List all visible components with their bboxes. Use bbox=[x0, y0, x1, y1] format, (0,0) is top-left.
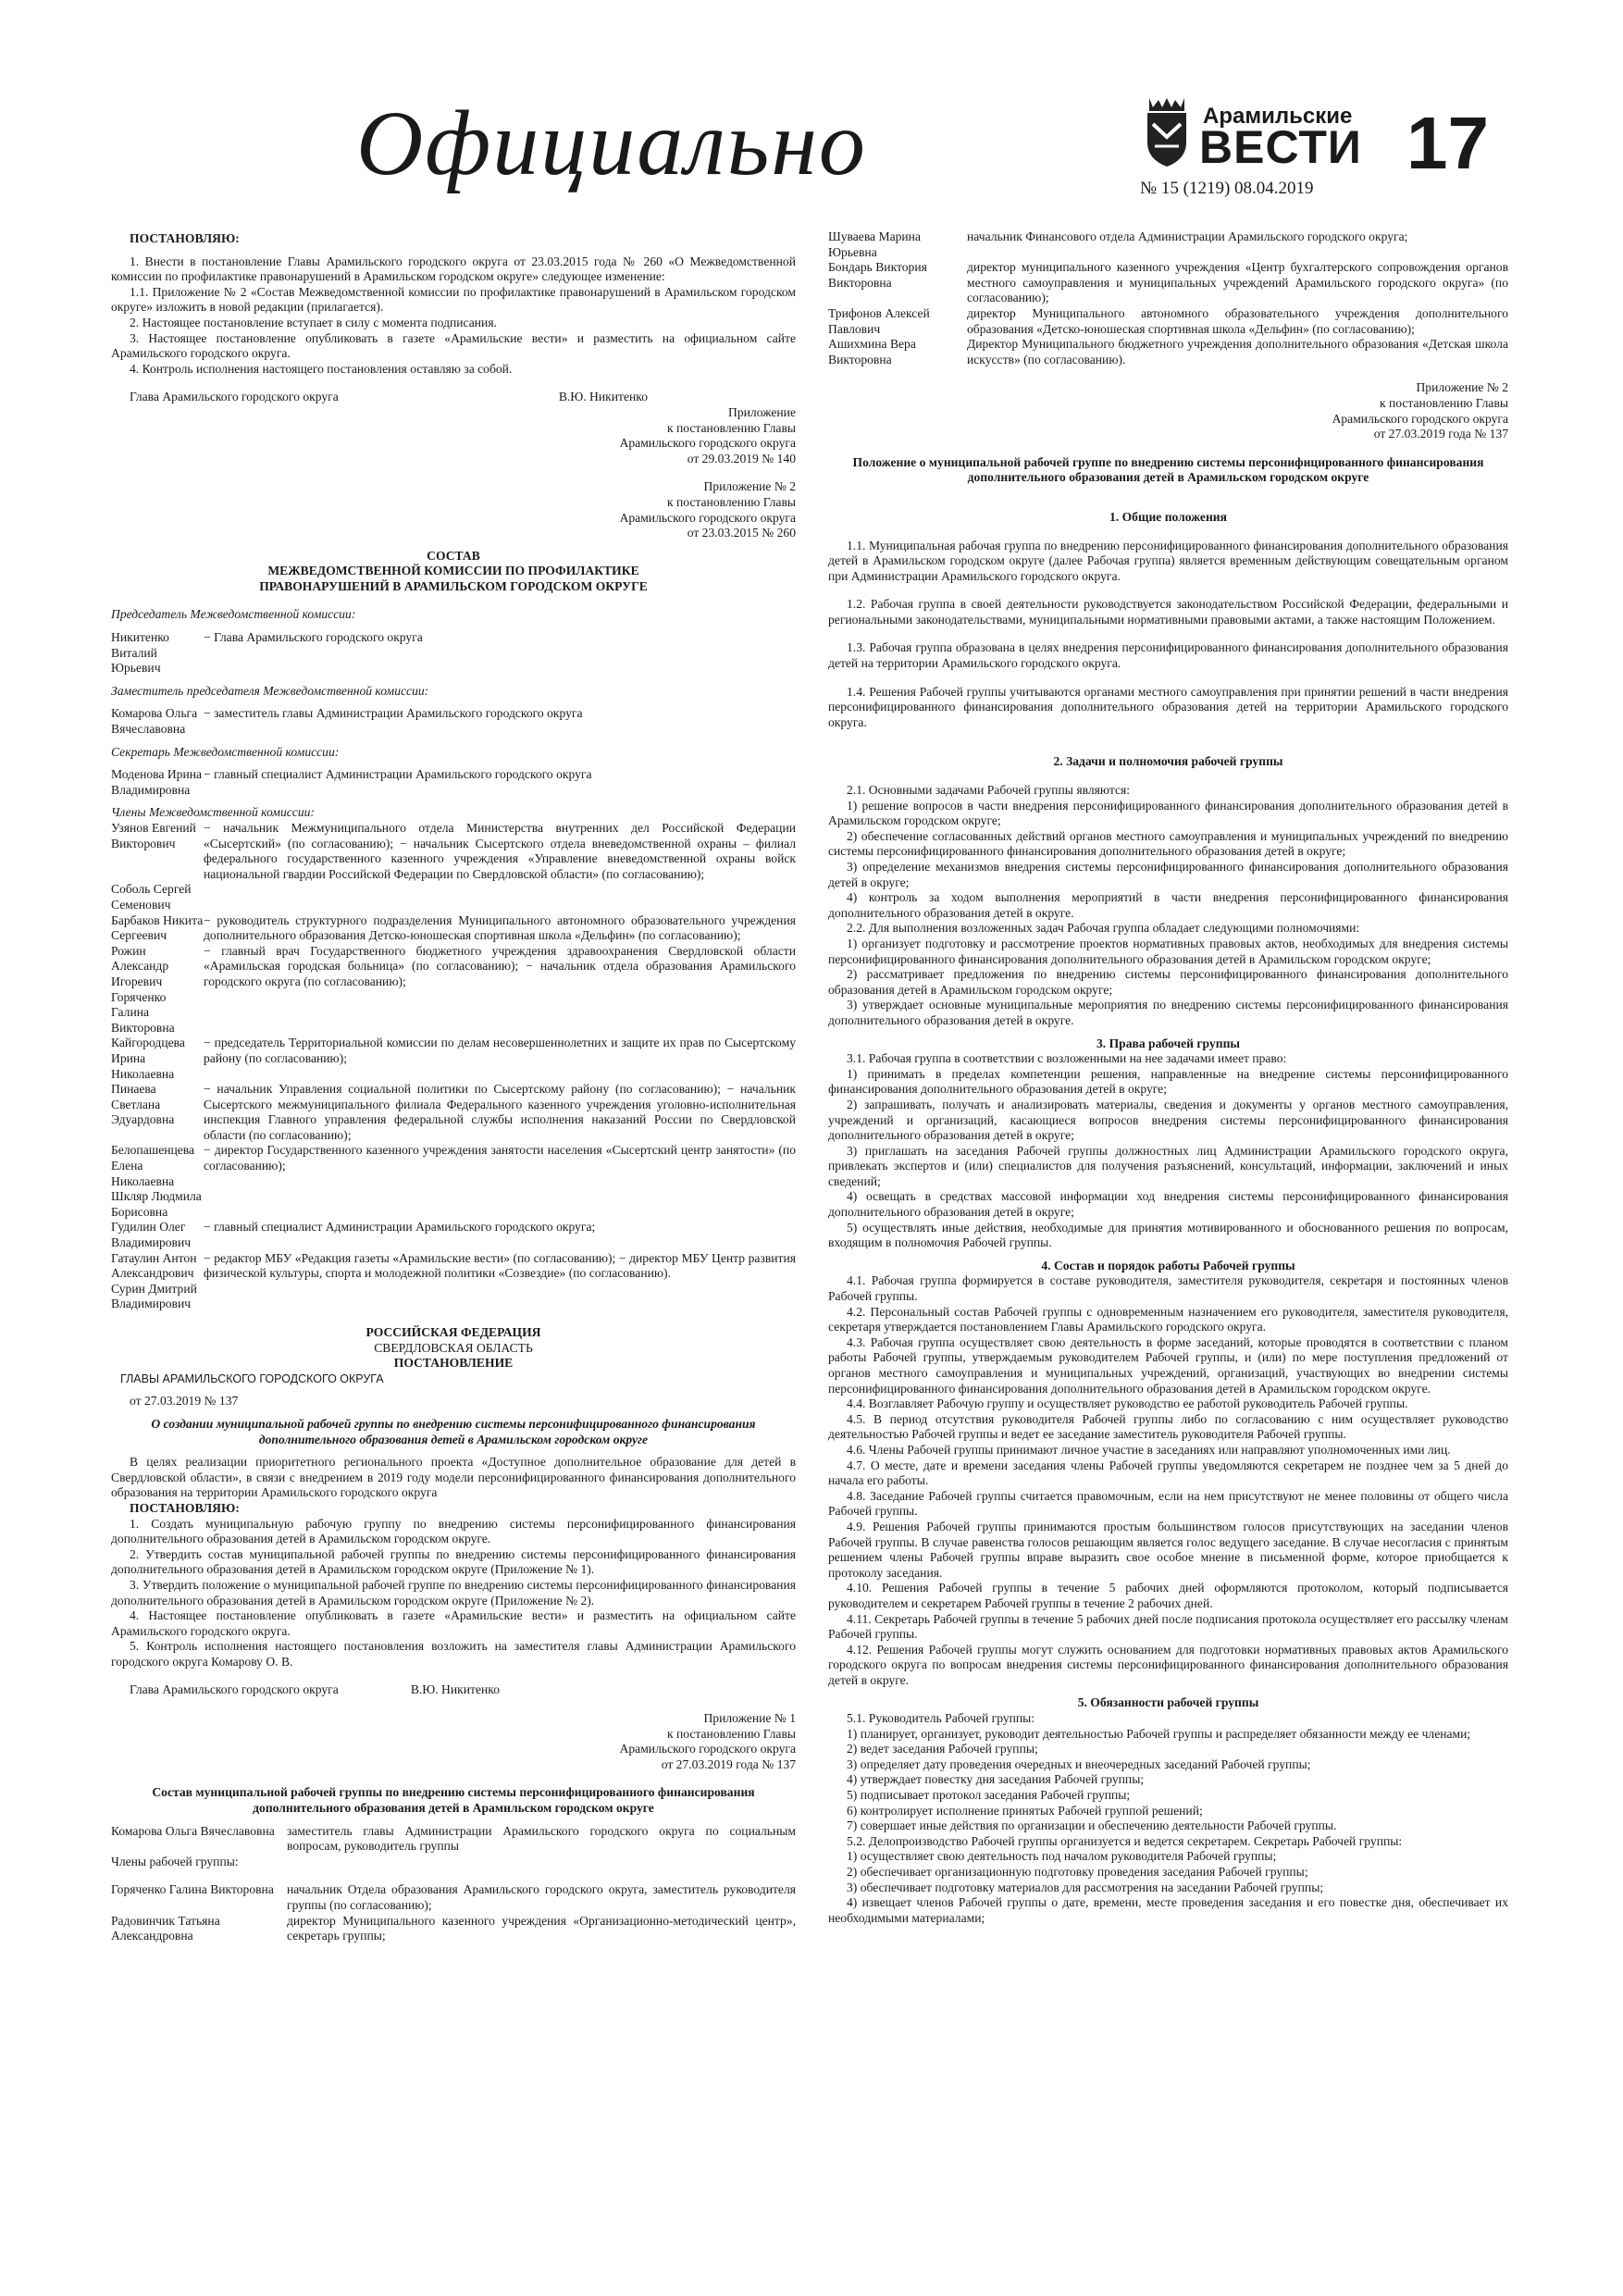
member-name: Шуваева Марина Юрьевна bbox=[828, 230, 921, 259]
member-desc: − главный врач Государственного бюджетного учреждения здравоохранения Свердловской области «Арамильская городская больница» (по согласованию); − начальник отдела образования Арамильского городского округа (по согласованию); bbox=[204, 943, 796, 988]
member-row bbox=[111, 706, 796, 737]
regulation-title: Положение о муниципальной рабочей группе по внедрению системы персонифицированного финансирования дополнительного образования детей в Арамильском городском округе bbox=[852, 454, 1484, 485]
item: 1. Создать муниципальную рабочую группу по внедрению системы персонифицированного финансирования дополнительного образования детей в Арамильском городском округе. bbox=[111, 1516, 796, 1546]
head-line: ГЛАВЫ АРАМИЛЬСКОГО ГОРОДСКОГО ОКРУГА bbox=[120, 1371, 384, 1385]
paragraph: 3) приглашать на заседания Рабочей группы должностных лиц Администрации Арамильского городского округа, привлекать экспертов и (или) специалистов для получения разъяснений, консультаций, информации, заключений и иных сведений; bbox=[828, 1143, 1508, 1188]
member-name: Сурин Дмитрий Владимирович bbox=[111, 1281, 197, 1311]
right-column bbox=[828, 230, 1508, 1926]
logo-big-text: ВЕСТИ bbox=[1199, 121, 1362, 173]
wg-members-label: Члены рабочей группы: bbox=[111, 1854, 239, 1868]
members-label: Члены Межведомственной комиссии: bbox=[111, 805, 315, 820]
item: 3. Утвердить положение о муниципальной рабочей группе по внедрению системы персонифицированного финансирования дополнительного образования детей в Арамильском городском округе (Приложение № 2). bbox=[111, 1577, 796, 1607]
signature-line bbox=[130, 1682, 500, 1698]
paragraph: 1) принимать в пределах компетенции решения, направленные на внедрение системы персонифицированного финансирования дополнительного образования детей в округе; bbox=[828, 1066, 1508, 1097]
member-row bbox=[111, 1036, 796, 1082]
member-name: Трифонов Алексей Павлович bbox=[828, 305, 930, 336]
deputy-label: Заместитель председателя Межведомственной комиссии: bbox=[111, 683, 429, 698]
item: 3. Настоящее постановление опубликовать в газете «Арамильские вести» и разместить на официальном сайте Арамильского городского округа. bbox=[111, 330, 796, 361]
item: 4. Настоящее постановление опубликовать в газете «Арамильские вести» и разместить на официальном сайте Арамильского городского округа. bbox=[111, 1608, 796, 1638]
paragraph: 3) утверждает основные муниципальные мероприятия по внедрению системы персонифицированного финансирования дополнительного образования детей в округе. bbox=[828, 998, 1508, 1027]
paragraph: 4) освещать в средствах массовой информации ход внедрения системы персонифицированного финансирования дополнительного образования детей в округе; bbox=[828, 1189, 1508, 1220]
annex-line: Приложение № 1 bbox=[703, 1711, 796, 1726]
title-line: СОСТАВ bbox=[427, 548, 480, 563]
item: 5. Контроль исполнения настоящего постановления возложить на заместителя главы Администрации Арамильского городского округа Комарову О. В. bbox=[111, 1639, 796, 1669]
logo-small-text: Арамильские bbox=[1203, 104, 1353, 129]
item: 1. Внести в постановление Главы Арамильского городского округа от 23.03.2015 года № 260 «О Межведомственной комиссии по профилактике правонарушений в Арамильском городском округе» следующее изменение: bbox=[111, 254, 796, 284]
preamble: В целях реализации приоритетного регионального проекта «Доступное дополнительное образование для детей в Свердловской области», в связи с внедрением в 2019 году модели персонифицированного финансирования дополнительного образования на территории Арамильского городского округа bbox=[111, 1455, 796, 1500]
paragraph: 5) подписывает протокол заседания Рабочей группы; bbox=[847, 1788, 1131, 1803]
member-name: Гатаулин Антон Александрович bbox=[111, 1250, 197, 1281]
resolve-heading: ПОСТАНОВЛЯЮ: bbox=[130, 231, 240, 245]
newspaper-logo bbox=[1140, 85, 1371, 178]
member-row bbox=[111, 767, 796, 798]
paragraph: 2) обеспечивает организационную подготовку проведения заседания Рабочей группы; bbox=[847, 1865, 1308, 1879]
member-row bbox=[828, 230, 1508, 260]
chair-label: Председатель Межведомственной комиссии: bbox=[111, 607, 356, 622]
section-heading: 3. Права рабочей группы bbox=[1096, 1036, 1241, 1050]
paragraph: 4.9. Решения Рабочей группы принимаются простым большинством голосов присутствующих на заседании членов Рабочей группы. В случае равенства голосов решающим является голос ведущего заседание. В случае несогласия с принятым решением члены Рабочей группы вправе выразить свое особое мнение в письменной форме, которое приобщается к протоколу заседания. bbox=[828, 1519, 1508, 1580]
member-row bbox=[111, 990, 796, 1036]
member-desc: директор Муниципального автономного образовательного учреждения дополнительного образования «Детско-юношеская спортивная школа «Дельфин» (по согласованию); bbox=[967, 305, 1508, 336]
member-desc: − редактор МБУ «Редакция газеты «Арамильские вести» (по согласованию); − директор МБУ Центр развития физической культуры, спорта и молодежной политики «Созвездие» (по согласованию). bbox=[204, 1250, 796, 1281]
paragraph: 2.2. Для выполнения возложенных задач Рабочая группа обладает следующими полномочиями: bbox=[847, 921, 1360, 936]
member-name: Радовинчик Татьяна Александровна bbox=[111, 1913, 220, 1943]
member-row bbox=[828, 337, 1508, 367]
signature-line bbox=[130, 390, 648, 405]
annex-line: от 27.03.2019 года № 137 bbox=[1373, 427, 1508, 441]
title-line: МЕЖВЕДОМСТВЕННОЙ КОМИССИИ ПО ПРОФИЛАКТИКЕ bbox=[267, 564, 639, 578]
signature-name: В.Ю. Никитенко bbox=[410, 1682, 500, 1697]
annex-line: Приложение № 2 bbox=[703, 479, 796, 494]
annex-line: от 23.03.2015 № 260 bbox=[687, 526, 796, 540]
paragraph: 5) осуществлять иные действия, необходимые для принятия мотивированного и обоснованного решения по вопросам, входящим в полномочия Рабочей группы. bbox=[828, 1220, 1508, 1250]
paragraph: 1.1. Муниципальная рабочая группа по внедрению персонифицированного финансирования дополнительного образования детей в Арамильском городском округе (далее Рабочая группа) является временным действующим совещательным органом при Администрации Арамильского городского округа. bbox=[828, 538, 1508, 583]
country-line: РОССИЙСКАЯ ФЕДЕРАЦИЯ bbox=[365, 1325, 541, 1339]
decree-date: от 27.03.2019 № 137 bbox=[130, 1394, 239, 1409]
member-row bbox=[828, 306, 1508, 337]
member-desc: − председатель Территориальной комиссии по делам несовершеннолетних и защите их прав по Сысертскому району (по согласованию); bbox=[204, 1036, 796, 1065]
member-desc bbox=[204, 1189, 796, 1220]
member-row bbox=[111, 1882, 796, 1913]
paragraph: 1.3. Рабочая группа образована в целях внедрения персонифицированного финансирования дополнительного образования детей на территории Арамильского городского округа. bbox=[828, 640, 1508, 671]
paragraph: 4.12. Решения Рабочей группы могут служить основанием для подготовки нормативных правовых актов Арамильского городского округа по вопросам внедрения системы персонифицированного финансирования дополнительного образования детей в округе. bbox=[828, 1642, 1508, 1687]
member-row bbox=[828, 260, 1508, 306]
member-name: Гудилин Олег Владимирович bbox=[111, 1220, 192, 1250]
member-desc: − начальник Управления социальной политики по Сысертскому району (по согласованию); − начальник Сысертского межмуниципального филиала Федерального казенного учреждения уголовно-исполнительная инспекция Главного управления федеральной службы исполнения наказаний России по Свердловской области (по согласованию); bbox=[204, 1082, 796, 1142]
paragraph: 4.7. О месте, дате и времени заседания члены Рабочей группы уведомляются секретарем не позднее чем за 5 дней до начала его работы. bbox=[828, 1458, 1508, 1488]
annex-line: Арамильского городского округа bbox=[619, 510, 796, 525]
member-name: Шкляр Людмила Борисовна bbox=[111, 1189, 202, 1219]
member-desc: начальник Отдела образования Арамильского городского округа, заместитель руководителя группы (по согласованию); bbox=[287, 1882, 796, 1912]
member-desc: − заместитель главы Администрации Арамильского городского округа bbox=[204, 706, 583, 721]
item: 2. Настоящее постановление вступает в силу с момента подписания. bbox=[130, 315, 497, 329]
member-name: Соболь Сергей Семенович bbox=[111, 882, 192, 912]
member-name: Барбаков Никита Сергеевич bbox=[111, 912, 204, 943]
paragraph: 6) контролирует исполнение принятых Рабочей группой решений; bbox=[847, 1803, 1203, 1818]
paragraph: 4.11. Секретарь Рабочей группы в течение 5 рабочих дней после подписания протокола осуществляет его рассылку членам Рабочей группы. bbox=[828, 1611, 1508, 1642]
paragraph: 4.1. Рабочая группа формируется в составе руководителя, заместителя руководителя, секретаря и постоянных членов Рабочей группы. bbox=[828, 1273, 1508, 1304]
member-name: Комарова Ольга Вячеславовна bbox=[111, 1823, 275, 1838]
member-desc bbox=[204, 990, 796, 1036]
member-row bbox=[111, 1914, 796, 1944]
title-line: ПРАВОНАРУШЕНИЙ В АРАМИЛЬСКОМ ГОРОДСКОМ ОКРУГЕ bbox=[259, 578, 648, 593]
page-header bbox=[0, 0, 1623, 222]
member-desc: − начальник Межмуниципального отдела Министерства внутренних дел Российской Федерации «Сысертский» (по согласованию); − начальник Сысертского отдела вневедомственной охраны – филиал федерального государственного казенного учреждения «Управление вневедомственной охраны войск национальной гвардии Российской Федерации по Свердловской области» (по согласованию); bbox=[204, 821, 796, 881]
member-name: Бондарь Виктория Викторовна bbox=[828, 260, 927, 290]
region-line: СВЕРДЛОВСКАЯ ОБЛАСТЬ bbox=[374, 1340, 533, 1355]
annex-line: Приложение № 2 bbox=[1416, 380, 1508, 395]
paragraph: 4.5. В период отсутствия руководителя Рабочей группы либо по согласованию с ним осуществляет руководство деятельностью Рабочей группы и ведет ее заседание заместитель руководителя Рабочей группы. bbox=[828, 1411, 1508, 1442]
left-column bbox=[111, 231, 796, 1944]
annex-block bbox=[111, 479, 796, 540]
paragraph: 3.1. Рабочая группа в соответствии с возложенными на нее задачами имеет право: bbox=[847, 1051, 1287, 1066]
member-desc: − главный специалист Администрации Арамильского городского округа bbox=[204, 767, 592, 782]
paragraph: 2) ведет заседания Рабочей группы; bbox=[847, 1742, 1038, 1756]
member-row bbox=[111, 1220, 796, 1250]
paragraph: 1) решение вопросов в части внедрения персонифицированного финансирования дополнительного образования детей в Арамильском городском округе; bbox=[828, 798, 1508, 828]
member-row bbox=[111, 821, 796, 882]
section-heading: 5. Обязанности рабочей группы bbox=[1077, 1695, 1259, 1710]
member-desc bbox=[204, 882, 796, 912]
paragraph: 1.4. Решения Рабочей группы учитываются органами местного самоуправления при принятии решений в части внедрения персонифицированного финансирования дополнительного образования детей на территории Арамильского городского округа. bbox=[828, 684, 1508, 729]
member-name: Горяченко Галина Викторовна bbox=[111, 1882, 274, 1897]
decree-title: О создании муниципальной рабочей группы по внедрению системы персонифицированного финансирования дополнительного образования детей в Арамильском городском округе bbox=[151, 1416, 756, 1446]
annex-line: к постановлению Главы bbox=[666, 1726, 796, 1741]
member-row bbox=[111, 1282, 796, 1312]
member-row bbox=[111, 1189, 796, 1220]
paragraph: 2) обеспечение согласованных действий органов местного самоуправления и муниципальных учреждений по внедрению системы персонифицированного финансирования дополнительного образования детей в округе; bbox=[828, 828, 1508, 859]
member-name: Пинаева Светлана Эдуардовна bbox=[111, 1082, 175, 1127]
paragraph: 5.1. Руководитель Рабочей группы: bbox=[847, 1711, 1035, 1726]
paragraph: 3) обеспечивает подготовку материалов для рассмотрения на заседании Рабочей группы; bbox=[847, 1880, 1324, 1894]
decree-line: ПОСТАНОВЛЕНИЕ bbox=[393, 1356, 514, 1371]
paragraph: 2) запрашивать, получать и анализировать материалы, сведения и документы у органов местного самоуправления, учреждений и организаций, касающиеся вопросов внедрения системы персонифицированного финансирования дополнительного образования детей в округе; bbox=[828, 1097, 1508, 1143]
paragraph: 4.4. Возглавляет Рабочую группу и осуществляет руководство ее работой руководитель Рабочей группы. bbox=[847, 1396, 1408, 1411]
signature-role: Глава Арамильского городского округа bbox=[130, 390, 339, 404]
paragraph: 4.10. Решения Рабочей группы в течение 5 рабочих дней оформляются протоколом, который подписывается руководителем и секретарем Рабочей группы в течение 2 рабочих дней. bbox=[828, 1581, 1508, 1610]
section-heading: 2. Задачи и полномочия рабочей группы bbox=[1053, 754, 1283, 769]
member-desc: директор Муниципального казенного учреждения «Организационно-методический центр», секретарь группы; bbox=[287, 1913, 796, 1943]
member-desc: Директор Муниципального бюджетного учреждения дополнительного образования «Детская школа искусств» (по согласованию). bbox=[967, 337, 1508, 366]
paragraph: 4.6. Члены Рабочей группы принимают личное участие в заседаниях или направляют уполномоченных ими лиц. bbox=[847, 1442, 1451, 1457]
member-desc: заместитель главы Администрации Арамильского городского округа по социальным вопросам, руководитель группы bbox=[287, 1823, 796, 1854]
paragraph: 4.3. Рабочая группа осуществляет свою деятельность в форме заседаний, которые проводятся в соответствии с планом работы Рабочей группы, утверждаемым руководителем Рабочей группы, и (или) по мере поступления предложений от органов местного самоуправления и муниципальных учреждений, организаций, участвующих во внедрении системы персонифицированного финансирования дополнительного образования детей в Арамильском городском округе. bbox=[828, 1334, 1508, 1396]
annex-block bbox=[111, 1711, 796, 1772]
paragraph: 4) утверждает повестку дня заседания Рабочей группы; bbox=[847, 1772, 1145, 1787]
paragraph: 3) определение механизмов внедрения системы персонифицированного финансирования дополнительного образования детей в округе; bbox=[828, 860, 1508, 889]
annex-line: Приложение bbox=[728, 404, 796, 419]
item: 1.1. Приложение № 2 «Состав Межведомственной комиссии по профилактике правонарушений в Арамильском городском округе» изложить в новой редакции (прилагается). bbox=[111, 284, 796, 315]
paragraph: 4) контроль за ходом выполнения мероприятий в части внедрения персонифицированного финансирования дополнительного образования детей в округе. bbox=[828, 890, 1508, 920]
member-name: Моденова Ирина Владимировна bbox=[111, 767, 203, 797]
signature-role: Глава Арамильского городского округа bbox=[130, 1682, 339, 1697]
member-desc: − директор Государственного казенного учреждения занятости населения «Сысертский центр занятости» (по согласованию); bbox=[204, 1143, 796, 1173]
annex-line: Арамильского городского округа bbox=[619, 1742, 796, 1756]
member-row bbox=[111, 1251, 796, 1282]
paragraph: 1) планирует, организует, руководит деятельностью Рабочей группы и распределяет обязанности между ее членами; bbox=[847, 1726, 1471, 1741]
paragraph: 7) совершает иные действия по организации и обеспечению деятельности Рабочей группы. bbox=[847, 1818, 1337, 1833]
decree-header bbox=[111, 1325, 796, 1371]
annex-block bbox=[111, 405, 796, 466]
member-name: Горяченко Галина Викторовна bbox=[111, 989, 175, 1035]
secretary-label: Секретарь Межведомственной комиссии: bbox=[111, 744, 340, 759]
member-name: Кайгородцева Ирина Николаевна bbox=[111, 1036, 185, 1081]
issue-info: № 15 (1219) 08.04.2019 bbox=[1140, 179, 1314, 198]
workgroup-title: Состав муниципальной рабочей группы по внедрению системы персонифицированного финансирования дополнительного образования детей в Арамильском городском округе bbox=[152, 1785, 755, 1816]
member-desc: начальник Финансового отдела Администрации Арамильского городского округа; bbox=[967, 230, 1408, 243]
member-row bbox=[111, 630, 796, 676]
annex-line: к постановлению Главы bbox=[666, 420, 796, 435]
signature-name: В.Ю. Никитенко bbox=[558, 390, 648, 404]
member-name: Узянов Евгений Викторович bbox=[111, 821, 196, 850]
member-desc: директор муниципального казенного учреждения «Центр бухгалтерского сопровождения органов местного самоуправления и муниципальных учреждений Арамильского городского округа» (по согласованию); bbox=[967, 260, 1508, 305]
member-desc bbox=[204, 1282, 796, 1312]
section-heading: 1. Общие положения bbox=[1109, 509, 1227, 524]
paragraph: 1) организует подготовку и рассмотрение проектов нормативных правовых актов, необходимых для внедрения системы персонифицированного финансирования дополнительного образования детей в Арамильском городском округе; bbox=[828, 936, 1508, 966]
paragraph: 1) осуществляет свою деятельность под началом руководителя Рабочей группы; bbox=[847, 1849, 1277, 1864]
member-name: Ашихмина Вера Викторовна bbox=[828, 337, 916, 366]
annex-line: к постановлению Главы bbox=[1379, 395, 1508, 410]
resolve-heading: ПОСТАНОВЛЯЮ: bbox=[130, 1500, 240, 1515]
member-row bbox=[111, 1824, 796, 1855]
member-row bbox=[111, 944, 796, 990]
member-row bbox=[111, 1082, 796, 1143]
member-name: Белопашенцева Елена Николаевна bbox=[111, 1143, 195, 1188]
member-desc: − Глава Арамильского городского округа bbox=[204, 630, 423, 645]
item: 2. Утвердить состав муниципальной рабочей группы по внедрению системы персонифицированного финансирования дополнительного образования детей в Арамильском городском округе (Приложение № 1). bbox=[111, 1546, 796, 1577]
annex-line: Арамильского городского округа bbox=[1332, 411, 1508, 426]
annex-block bbox=[828, 380, 1508, 441]
member-row bbox=[111, 913, 796, 944]
section-heading: 4. Состав и порядок работы Рабочей группы bbox=[1041, 1258, 1295, 1272]
composition-title bbox=[111, 549, 796, 595]
member-desc: − главный специалист Администрации Арамильского городского округа; bbox=[204, 1220, 596, 1235]
annex-line: к постановлению Главы bbox=[666, 494, 796, 509]
item: 4. Контроль исполнения настоящего постановления оставляю за собой. bbox=[130, 361, 513, 376]
paragraph: 4) извещает членов Рабочей группы о дате, времени, месте проведения заседания и его повестке дня, обеспечивает их необходимыми материалами; bbox=[828, 1895, 1508, 1925]
member-desc: − руководитель структурного подразделения Муниципального автономного образовательного учреждения дополнительного образования Детско-юношеская спортивная школа «Дельфин» (по согласованию); bbox=[204, 912, 796, 943]
paragraph: 4.2. Персональный состав Рабочей группы с одновременным назначением его руководителя, заместителя руководителя, секретаря утверждается постановлением Главы Арамильского городского округа. bbox=[828, 1304, 1508, 1334]
member-row bbox=[111, 882, 796, 912]
member-name: Комарова Ольга Вячеславовна bbox=[111, 706, 198, 737]
paragraph: 1.2. Рабочая группа в своей деятельности руководствуется законодательством Российской Федерации, федеральными и региональными законодательствами, муниципальными нормативными правовыми актами, а также настоящим Положением. bbox=[828, 597, 1508, 627]
paragraph: 4.8. Заседание Рабочей группы считается правомочным, если на нем присутствуют не менее половины от общего числа Рабочей группы. bbox=[828, 1488, 1508, 1519]
annex-line: от 27.03.2019 года № 137 bbox=[661, 1756, 796, 1771]
member-name: Рожин Александр Игоревич bbox=[111, 943, 169, 988]
paragraph: 5.2. Делопроизводство Рабочей группы организуется и ведется секретарем. Секретарь Рабочей группы: bbox=[847, 1833, 1403, 1848]
annex-line: Арамильского городского округа bbox=[619, 436, 796, 451]
member-name: Никитенко Виталий Юрьевич bbox=[111, 630, 169, 676]
paragraph: 2.1. Основными задачами Рабочей группы являются: bbox=[847, 783, 1131, 798]
member-row bbox=[111, 1143, 796, 1189]
annex-line: от 29.03.2019 № 140 bbox=[687, 451, 796, 465]
paragraph: 3) определяет дату проведения очередных и внеочередных заседаний Рабочей группы; bbox=[847, 1756, 1311, 1771]
paragraph: 2) рассматривает предложения по внедрению системы персонифицированного финансирования дополнительного образования детей в Арамильском городском округе; bbox=[828, 967, 1508, 997]
section-title: Официально bbox=[356, 92, 867, 194]
coat-of-arms-icon bbox=[1140, 96, 1194, 168]
page-number: 17 bbox=[1406, 102, 1489, 184]
